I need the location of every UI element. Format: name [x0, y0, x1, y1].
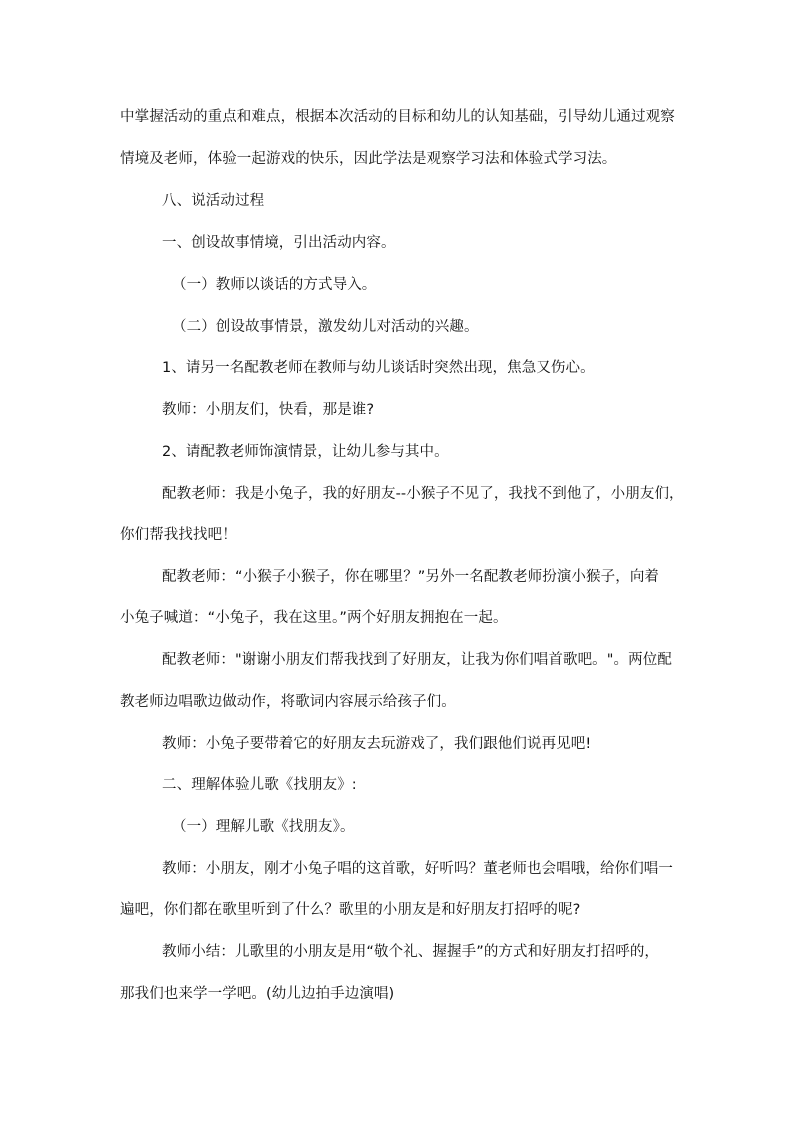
- dialogue-line: 教师：小朋友，刚才小兔子唱的这首歌，好听吗？董老师也会唱哦，给你们唱一: [162, 861, 673, 877]
- dialogue-line-cont: 你们帮我找找吧！: [120, 527, 237, 543]
- dialogue-line-cont: 遍吧，你们都在歌里听到了什么？歌里的小朋友是和好朋友打招呼的呢?: [120, 902, 581, 918]
- dialogue-line: 教师：小兔子要带着它的好朋友去玩游戏了，我们跟他们说再见吧!: [162, 736, 592, 752]
- numbered-item-2: 2、请配教老师饰演情景，让幼儿参与其中。: [162, 444, 449, 460]
- section-heading-8: 八、说活动过程: [162, 193, 265, 209]
- summary-line-cont: 那我们也来学一学吧。(幼儿边拍手边演唱): [120, 986, 395, 1002]
- dialogue-line-cont: 教老师边唱歌边做动作，将歌词内容展示给孩子们。: [120, 694, 456, 710]
- dialogue-line-cont: 小兔子喊道：“小兔子，我在这里。”两个好朋友拥抱在一起。: [120, 610, 508, 626]
- dialogue-line: 配教老师："谢谢小朋友们帮我找到了好朋友，让我为你们唱首歌吧。"。两位配: [162, 652, 672, 668]
- step-heading-2: 二、理解体验儿歌《找朋友》:: [162, 777, 357, 793]
- substep-2: （二）创设故事情景，激发幼儿对活动的兴趣。: [172, 319, 479, 335]
- summary-line: 教师小结：儿歌里的小朋友是用“敬个礼、握握手”的方式和好朋友打招呼的，: [162, 944, 660, 960]
- substep-1: （一）教师以谈话的方式导入。: [172, 277, 377, 293]
- numbered-item-1: 1、请另一名配教老师在教师与幼儿谈话时突然出现，焦急又伤心。: [162, 360, 595, 376]
- paragraph-line-2: 情境及老师，体验一起游戏的快乐，因此学法是观察学习法和体验式学习法。: [120, 151, 617, 167]
- dialogue-line: 配教老师：“小猴子小猴子，你在哪里？”另外一名配教老师扮演小猴子，向着: [162, 569, 660, 585]
- dialogue-line: 教师：小朋友们，快看，那是谁?: [162, 402, 375, 418]
- substep-1: （一）理解儿歌《找朋友》。: [172, 819, 355, 835]
- paragraph-line-1: 中掌握活动的重点和难点，根据本次活动的目标和幼儿的认知基础，引导幼儿通过观察: [120, 109, 675, 125]
- step-heading-1: 一、创设故事情境，引出活动内容。: [162, 235, 396, 251]
- dialogue-line: 配教老师：我是小兔子，我的好朋友--小猴子不见了，我找不到他了，小朋友们，: [162, 486, 684, 502]
